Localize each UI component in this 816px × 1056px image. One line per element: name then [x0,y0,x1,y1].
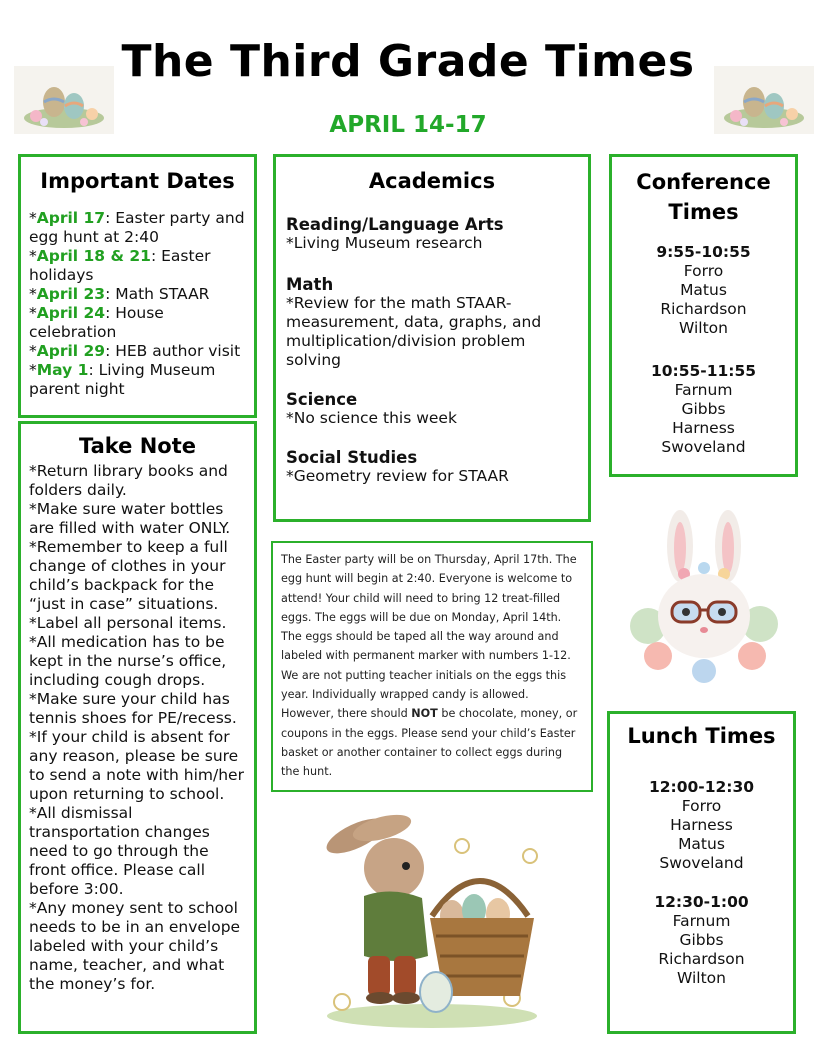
conference-group [618,243,789,338]
newsletter-title: The Third Grade Times [121,36,695,87]
time-slot: 10:55-11:55 [650,362,757,380]
important-dates-box [18,154,257,418]
important-dates-heading: Important Dates [40,169,235,193]
teacher-name: Farnum [672,912,731,930]
easter-eggs-icon [714,66,814,134]
academics-heading: Academics [368,169,496,193]
list-item: *If your child is absent for any reason, please be sure to send a note with him/her upon returning to school. [29,728,244,803]
date-item: *April 18 & 21: Easter holidays [29,247,211,284]
subject-text: *Geometry review for STAAR [286,467,509,485]
teacher-name: Wilton [679,319,728,337]
easter-eggs-icon [14,66,114,134]
teacher-name: Forro [681,797,722,815]
take-note-box [18,421,257,1034]
bunny-basket-icon [312,806,552,1031]
list-item: *Return library books and folders daily. [29,462,228,499]
lunch-group [616,778,787,873]
take-note-list [29,462,246,994]
notice-text: The Easter party will be on Thursday, April 17th. The egg hunt will begin at 2:40. Everyone is welcome to attend! Your child will need to bring 12 treat-filled eggs. The eggs will be due on Monday, April 14th. The eggs should be taped all the way around and labeled with permanent marker with numbers 1-12. We are not putting teacher initials on the eggs this year. Individually wrapped candy is allowed. However, there should NOT be chocolate, money, or coupons in the eggs. Please send your child’s Easter basket or another container to collect eggs during the hunt. [281,553,578,779]
teacher-name: Harness [670,816,733,834]
teacher-name: Gibbs [681,400,726,418]
date-item: *April 17: Easter party and egg hunt at 2:40 [29,209,245,246]
teacher-name: Matus [680,281,727,299]
subject-text: *Living Museum research [286,234,483,252]
teacher-name: Richardson [658,950,745,968]
teacher-name: Harness [672,419,735,437]
list-item: *All dismissal transportation changes need to go through the front office. Please call before 3:00. [29,804,210,898]
list-item: *Make sure your child has tennis shoes for PE/recess. [29,690,237,727]
teacher-name: Wilton [677,969,726,987]
academics-box [273,154,591,522]
bunny-glasses-icon [618,506,790,688]
teacher-name: Forro [683,262,724,280]
teacher-name: Gibbs [679,931,724,949]
subject-heading: Math [286,275,334,294]
list-item: *Any money sent to school needs to be in an envelope labeled with your child’s name, teacher, and what the money’s for. [29,899,241,993]
take-note-heading: Take Note [78,434,197,458]
subject-text: *Review for the math STAAR-measurement, data, graphs, and multiplication/division problem solving [286,294,542,369]
teacher-name: Farnum [674,381,733,399]
list-item: *Make sure water bottles are filled with water ONLY. [29,500,231,537]
lunch-group [616,893,787,988]
teacher-name: Swoveland [661,438,746,456]
teacher-name: Matus [678,835,725,853]
important-dates-list [29,209,246,399]
time-slot: 12:30-1:00 [654,893,749,911]
lunch-heading: Lunch Times [627,724,776,748]
list-item: *All medication has to be kept in the nurse’s office, including cough drops. [29,633,227,689]
date-item: *April 29: HEB author visit [29,342,241,360]
conference-times-box [609,154,798,477]
teacher-name: Richardson [660,300,747,318]
date-range: APRIL 14-17 [329,112,487,138]
lunch-times-box [607,711,796,1034]
teacher-name: Swoveland [659,854,744,872]
time-slot: 12:00-12:30 [648,778,755,796]
date-item: *April 24: House celebration [29,304,164,341]
subject-text: *No science this week [286,409,457,427]
conference-group [618,362,789,457]
time-slot: 9:55-10:55 [656,243,751,261]
list-item: *Label all personal items. [29,614,227,632]
subject-heading: Science [286,390,358,409]
subject-heading: Reading/Language Arts [286,215,504,234]
easter-party-notice [271,541,593,792]
date-item: *April 23: Math STAAR [29,285,210,303]
date-item: *May 1: Living Museum parent night [29,361,216,398]
conference-heading: Conference Times [636,170,771,224]
list-item: *Remember to keep a full change of clothes in your child’s backpack for the “just in case” situations. [29,538,228,613]
subject-heading: Social Studies [286,448,418,467]
